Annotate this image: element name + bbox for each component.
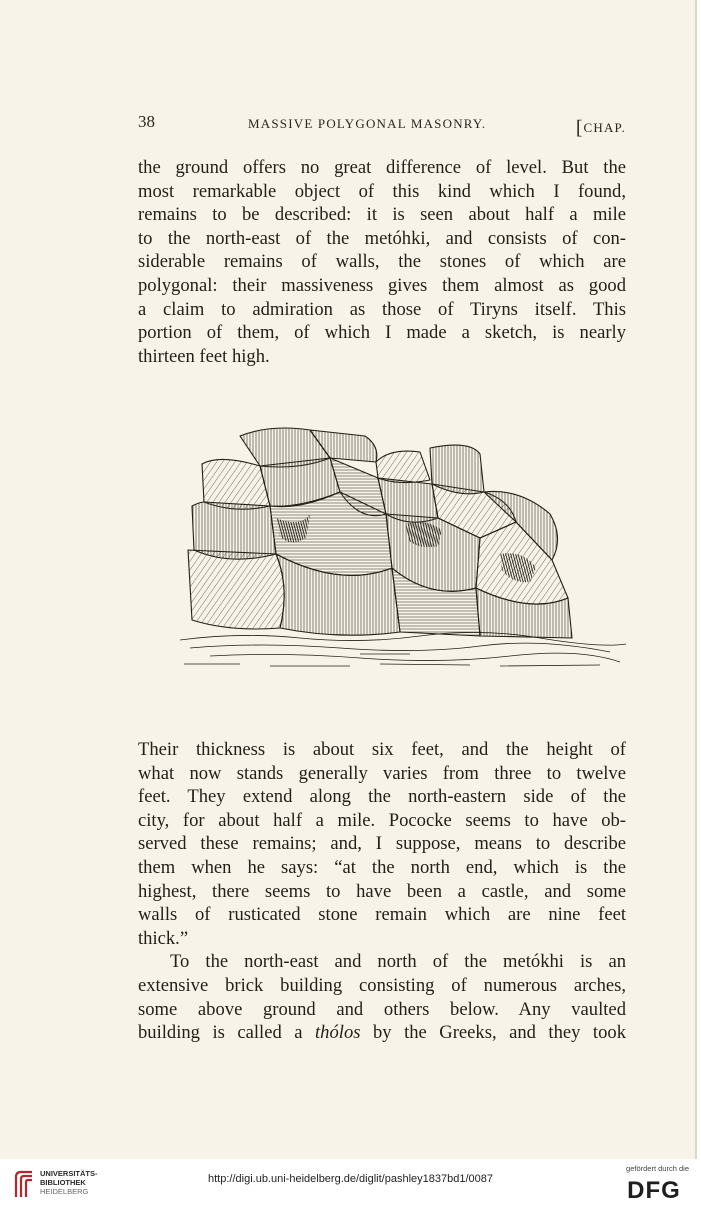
source-url-link[interactable]: http://digi.ub.uni-heidelberg.de/diglit/pashley1837bd1/0087 (208, 1173, 493, 1185)
digitization-footer (0, 1159, 701, 1209)
text-line: polygonal: their massiveness gives them almost as good (138, 274, 626, 296)
text-line: siderable remains of walls, the stones of which are (138, 251, 626, 273)
funding-note: gefördert durch die (626, 1164, 689, 1173)
text-line: walls of rusticated stone remain which are nine feet (138, 904, 626, 926)
text-line: a claim to admiration as those of Tiryns itself. This (138, 298, 626, 320)
text-line: Their thickness is about six feet, and the height of (138, 739, 626, 760)
text-line: the ground offers no great difference of level. But the (138, 157, 626, 178)
text-line: To the north-east and north of the metókhi is an (170, 951, 626, 973)
paragraph-1 (138, 156, 626, 368)
running-title: MASSIVE POLYGONAL MASONRY. (248, 116, 487, 131)
library-line: BIBLIOTHEK (40, 1178, 86, 1187)
text-run: by the Greeks, and they took (360, 1022, 626, 1044)
text-line: what now stands generally varies from three to twelve (138, 762, 626, 784)
text-line: to the north-east of the metóhki, and consists of con- (138, 227, 626, 249)
running-head (138, 113, 626, 135)
text-line (138, 1021, 626, 1045)
masonry-engraving-illustration (180, 418, 626, 680)
library-line: HEIDELBERG (40, 1187, 89, 1196)
dfg-logo-text: DFG (627, 1177, 681, 1202)
text-run: building is called a (138, 1022, 316, 1044)
text-line: served these remains; and, I suppose, means to describe (138, 833, 626, 855)
library-line: UNIVERSITÄTS- (40, 1169, 98, 1178)
text-line: remains to be described: it is seen about half a mile (138, 204, 626, 226)
text-line: them when he says: “at the north end, which is the (138, 856, 626, 878)
page-number: 38 (138, 112, 155, 131)
text-line: feet. They extend along the north-eastern side of the (138, 786, 626, 808)
chapter-label: [ CHAP. (576, 115, 626, 138)
text-line: thirteen feet high. (138, 345, 270, 367)
text-line: extensive brick building consisting of numerous arches, (138, 974, 626, 996)
text-line: highest, there seems to have been a castle, and some (138, 880, 626, 902)
paragraph-2 (138, 738, 626, 1045)
dfg-logo-icon (619, 1176, 689, 1202)
text-line: thick.” (138, 927, 189, 949)
text-line: some above ground and others below. Any vaulted (138, 998, 626, 1020)
text-line: city, for about half a mile. Pococke seems to have ob- (138, 809, 626, 831)
text-line: most remarkable object of this kind which I found, (138, 180, 626, 202)
italic-term: thólos (315, 1022, 361, 1044)
text-line: portion of them, of which I made a sketch, is nearly (138, 322, 626, 344)
